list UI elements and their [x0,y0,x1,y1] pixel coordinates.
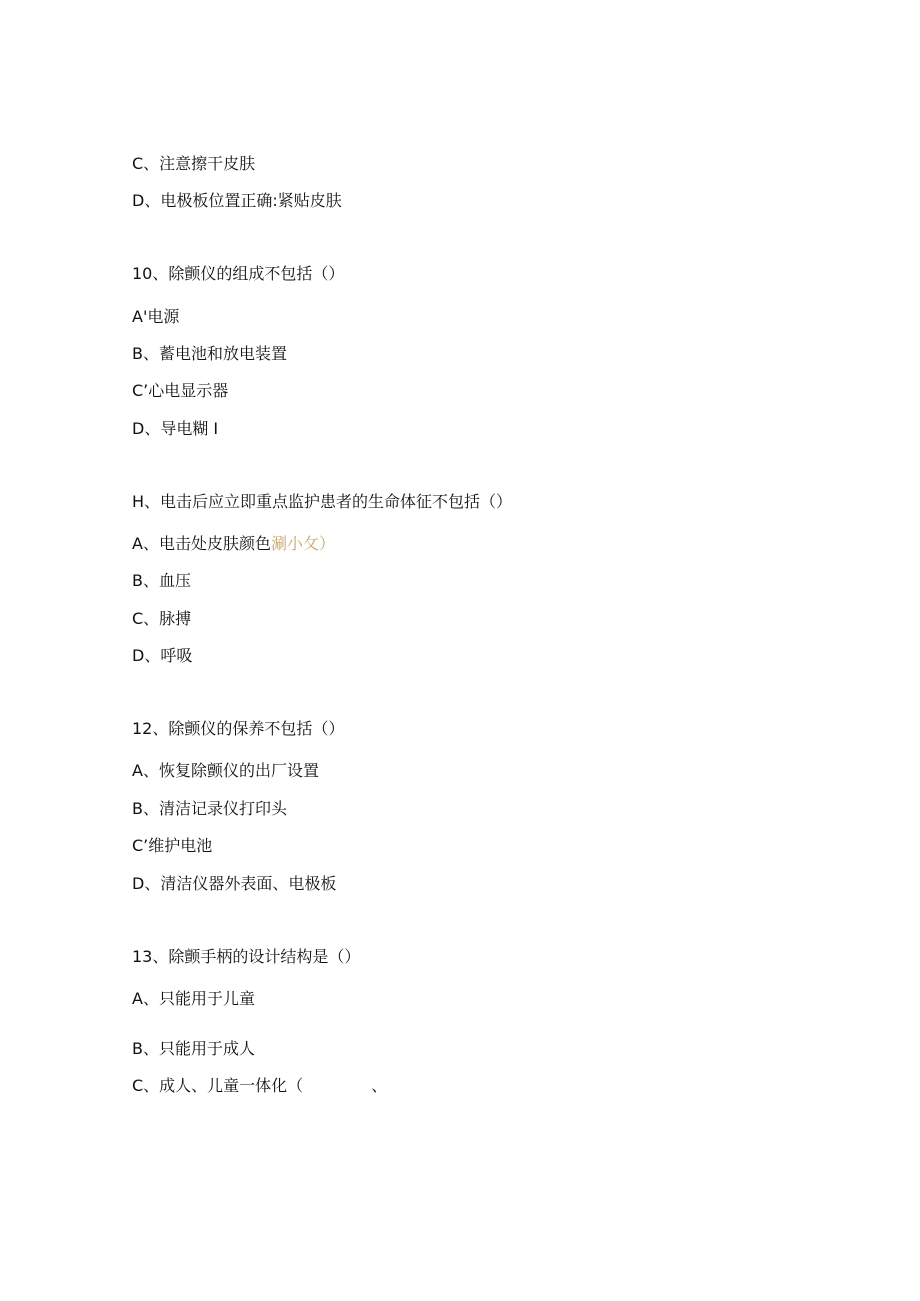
option-a: A、只能用于儿童 [132,989,255,1008]
option-a: A、恢复除颤仪的出厂设置 [132,761,319,780]
option-d: D、清洁仪器外表面、电极板 [132,874,337,893]
question-11: H、电击后应立即重点监护患者的生命体征不包括（） [132,492,513,511]
option-d: D、呼吸 [132,646,193,665]
question-13: 13、除颤手柄的设计结构是（） [132,947,361,966]
option-c: C、脉搏 [132,609,192,628]
option-b: B、蓄电池和放电装置 [132,344,287,363]
option-d: D、导电糊 I [132,419,219,438]
option-d: D、电极板位置正确:紧贴皮肤 [132,191,342,210]
option-c: C’心电显示器 [132,381,229,400]
option-a: A'电源 [132,307,180,326]
option-b: B、清洁记录仪打印头 [132,799,287,818]
option-c: C’维护电池 [132,836,213,855]
option-b: B、只能用于成人 [132,1039,255,1058]
option-a-text: A、电击处皮肤颜色 [132,534,271,553]
option-c [132,1075,387,1097]
option-c-text: C、成人、儿童一体化（ [132,1076,304,1095]
option-b: B、血压 [132,571,191,590]
option-c-tail: 、 [371,1076,388,1095]
option-a [132,533,335,555]
question-10: 10、除颤仪的组成不包括（） [132,264,345,283]
option-c: C、注意擦干皮肤 [132,154,256,173]
faded-mark-text: 涮小攵） [270,534,335,553]
question-12: 12、除颤仪的保养不包括（） [132,719,345,738]
